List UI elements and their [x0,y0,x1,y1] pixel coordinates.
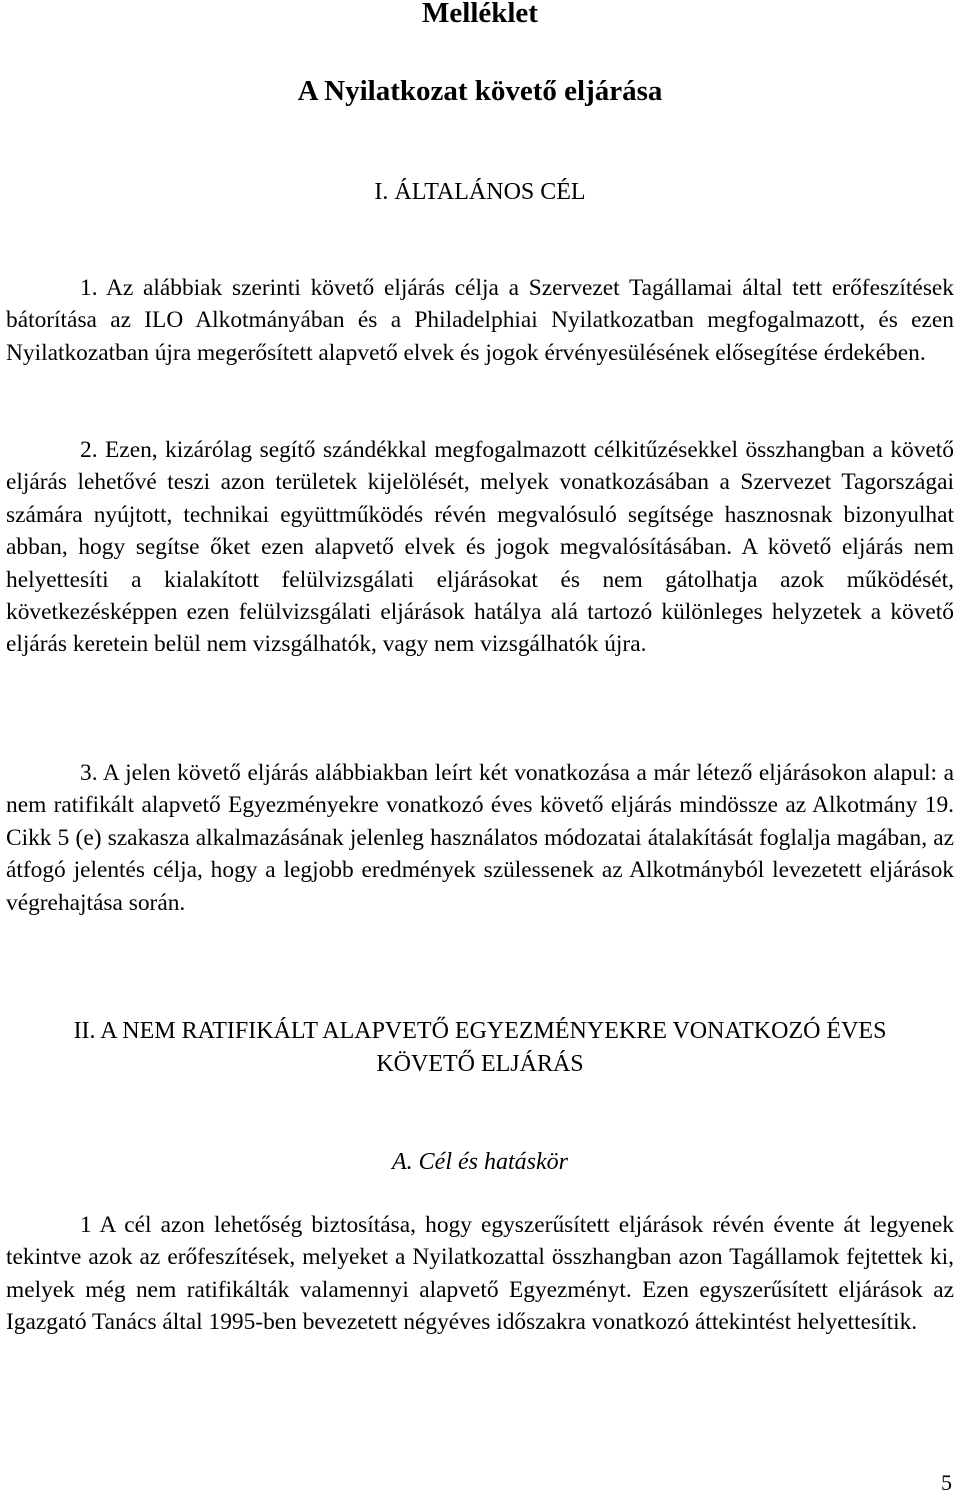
section-1-paragraph-2: 2. Ezen, kizárólag segítő szándékkal megfogalmazott célkitűzésekkel összhangban a követő eljárás lehetővé teszi azon területek kijelölését, melyek vonatkozásában a Szervezet Tagországai számára nyújtott, technikai együttműködés révén megvalósuló segítsége hasznosnak bizonyulhat abban, hogy segítse őket ezen alapvető elvek és jogok megvalósításában. A követő eljárás nem helyettesíti a kialakított felülvizsgálati eljárásokat és nem gátolhatja azok működését, következésképpen ezen felülvizsgálati eljárások hatálya alá tartozó különleges helyzetek a követő eljárás keretein belül nem vizsgálhatók, vagy nem vizsgálhatók újra. [6,437,954,658]
section-2-heading-line-2: KÖVETŐ ELJÁRÁS [376,1051,584,1077]
main-title: A Nyilatkozat követő eljárása [297,75,663,107]
page-number: 5 [941,1470,952,1495]
section-2-heading-line-1: II. A NEM RATIFIKÁLT ALAPVETŐ EGYEZMÉNYEKRE VONATKOZÓ ÉVES [73,1018,887,1044]
annex-title: Melléklet [422,0,538,29]
section-1-paragraph-1: 1. Az alábbiak szerinti követő eljárás célja a Szervezet Tagállamai által tett erőfeszítések bátorítása az ILO Alkotmányában és a Philadelphiai Nyilatkozatban megfogalmazott, és ezen Nyilatkozatban újra megerősített alapvető elvek és jogok érvényesülésének elősegítése érdekében. [6,275,954,366]
subsection-a-paragraph: 1 A cél azon lehetőség biztosítása, hogy egyszerűsített eljárások révén évente át legyenek tekintve azok az erőfeszítések, melyeket a Nyilatkozattal összhangban azon Tagállamok fejtettek ki, melyek még nem ratifikálták valamennyi alapvető Egyezményt. Ezen egyszerűsített eljárások az Igazgató Tanács által 1995-ben bevezetett négyéves időszakra vonatkozó áttekintést helyettesítik. [6,1212,954,1336]
section-1-paragraph-3: 3. A jelen követő eljárás alábbiakban leírt két vonatkozása a már létező eljárásokon alapul: a nem ratifikált alapvető Egyezményekre vonatkozó éves követő eljárás mindössze az Alkotmány 19. Cikk 5 (e) szakasza alkalmazásának jelenleg használatos módozatai átalakítását foglalja magában, az átfogó jelentés célja, hogy a legjobb eredmények szülessenek az Alkotmányból levezetett eljárások végrehajtása során. [6,760,954,916]
section-1-heading: I. ÁLTALÁNOS CÉL [374,179,586,205]
subsection-a-heading: A. Cél és hatáskör [392,1149,568,1175]
